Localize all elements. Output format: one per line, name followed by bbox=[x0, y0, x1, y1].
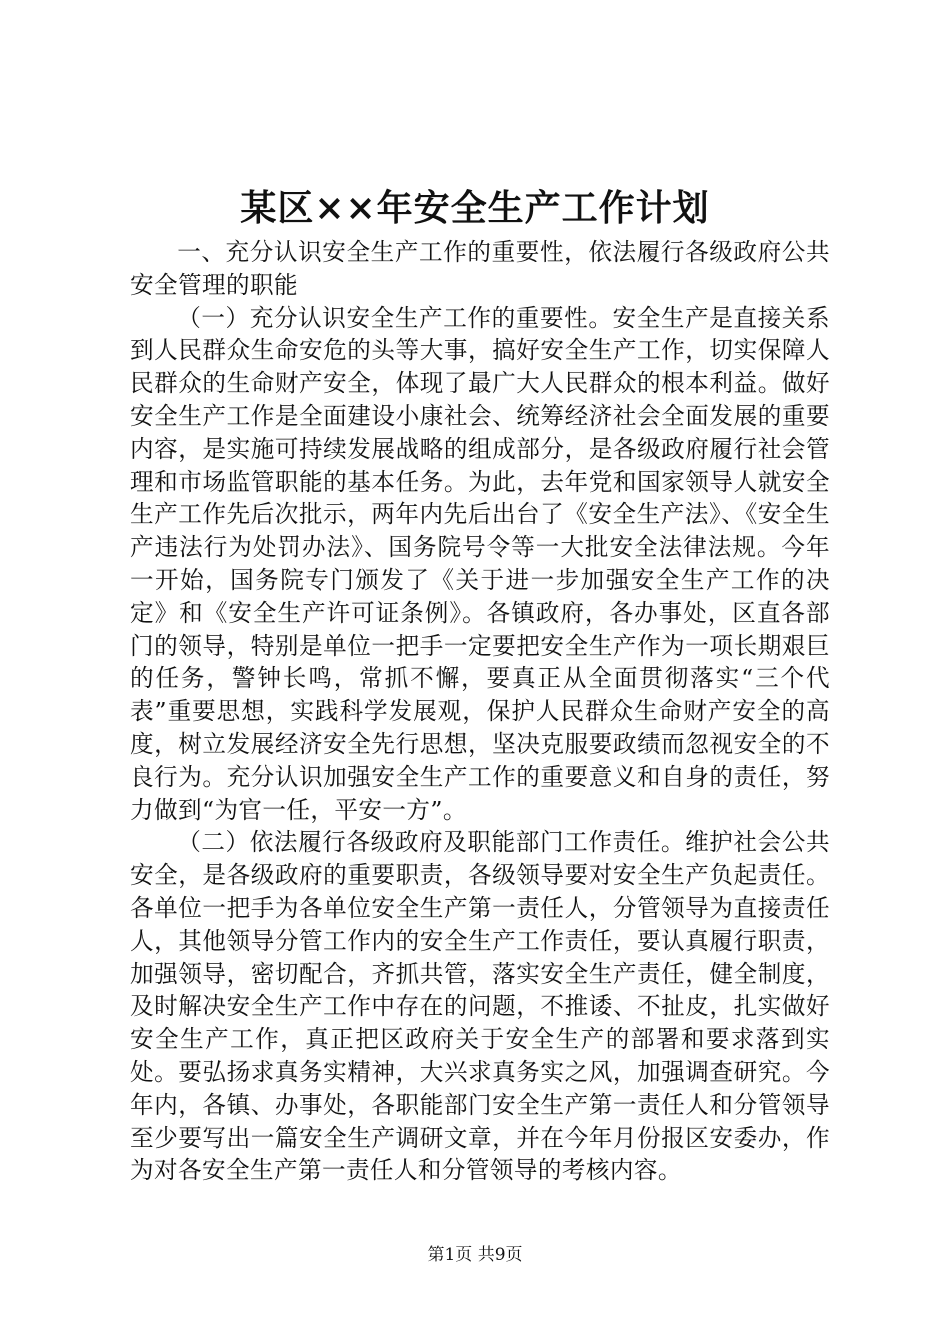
paragraph-2: （二）依法履行各级政府及职能部门工作责任。维护社会公共安全，是各级政府的重要职责，各级领导要对安全生产负起责任。各单位一把手为各单位安全生产第一责任人，分管领导为直接责任人，其他领导分管工作内的安全生产工作责任，要认真履行职责，加强领导，密切配合，齐抓共管，落实安全生产责任，健全制度，及时解决安全生产工作中存在的问题，不推诿、不扯皮，扎实做好安全生产工作，真正把区政府关于安全生产的部署和要求落到实处。要弘扬求真务实精神，大兴求真务实之风，加强调查研究。今年内，各镇、办事处，各职能部门安全生产第一责任人和分管领导至少要写出一篇安全生产调研文章，并在今年月份报区安委办，作为对各安全生产第一责任人和分管领导的考核内容。 bbox=[130, 828, 830, 1185]
document-body bbox=[130, 236, 830, 1187]
section-heading: 一、充分认识安全生产工作的重要性，依法履行各级政府公共安全管理的职能 bbox=[130, 238, 830, 299]
paragraph-1: （一）充分认识安全生产工作的重要性。安全生产是直接关系到人民群众生命安危的头等大事，搞好安全生产工作，切实保障人民群众的生命财产安全，体现了最广大人民群众的根本利益。做好安全生产工作是全面建设小康社会、统筹经济社会全面发展的重要内容，是实施可持续发展战略的组成部分，是各级政府履行社会管理和市场监管职能的基本任务。为此，去年党和国家领导人就安全生产工作先后次批示，两年内先后出台了《安全生产法》、《安全生产违法行为处罚办法》、国务院号令等一大批安全法律法规。今年一开始，国务院专门颁发了《关于进一步加强安全生产工作的决定》和《安全生产许可证条例》。各镇政府，各办事处，区直各部门的领导，特别是单位一把手一定要把安全生产作为一项长期艰巨的任务，警钟长鸣，常抓不懈，要真正从全面贯彻落实“三个代表”重要思想，实践科学发展观，保护人民群众生命财产安全的高度，树立发展经济安全先行思想，坚决克服要政绩而忽视安全的不良行为。充分认识加强安全生产工作的重要意义和自身的责任，努力做到“为官一任，平安一方”。 bbox=[130, 303, 830, 824]
document-title: 某区××年安全生产工作计划 bbox=[240, 187, 710, 229]
page-number-footer: 第1页 共9页 bbox=[427, 1245, 523, 1265]
